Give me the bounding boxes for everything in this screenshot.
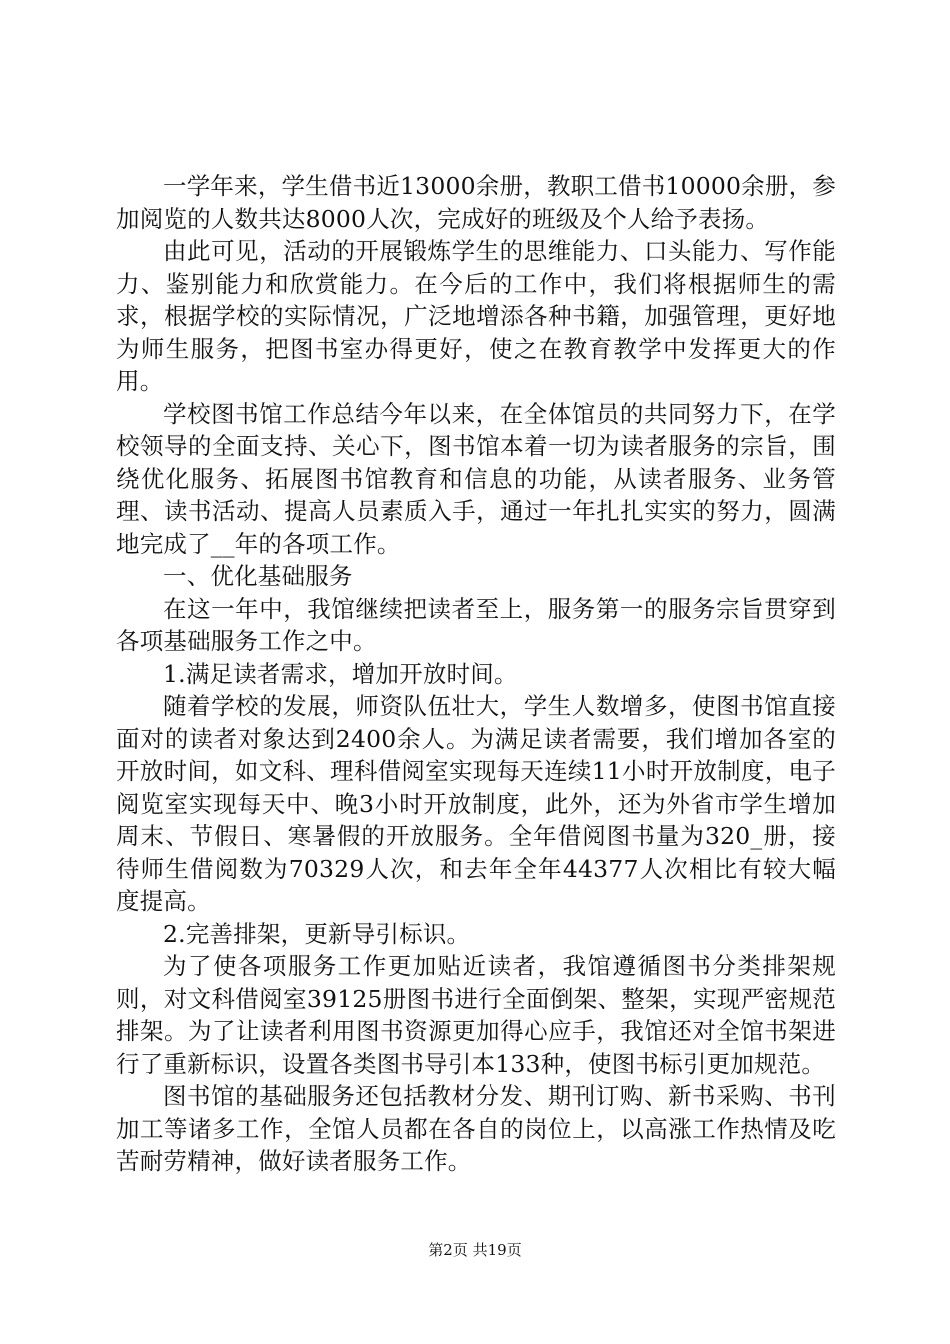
paragraph-service-principle: 在这一年中，我馆继续把读者至上，服务第一的服务宗旨贯穿到各项基础服务工作之中。 xyxy=(116,594,836,655)
paragraph-summary-intro: 学校图书馆工作总结今年以来，在全体馆员的共同努力下，在学校领导的全面支持、关心下，图书馆本着一切为读者服务的宗旨，围绕优化服务、拓展图书馆教育和信息的功能，从读者服务、业务管理、读书活动、提高人员素质入手，通过一年扎扎实实的努力，圆满地完成了__年的各项工作。 xyxy=(116,399,836,558)
subheading-shelving: 2.完善排架，更新导引标识。 xyxy=(163,919,471,948)
paragraph-conclusion: 由此可见，活动的开展锻炼学生的思维能力、口头能力、写作能力、鉴别能力和欣赏能力。在今后的工作中，我们将根据师生的需求，根据学校的实际情况，广泛地增添各种书籍，加强管理，更好地为师生服务，把图书室办得更好，使之在教育教学中发挥更大的作用。 xyxy=(116,237,836,395)
page-number-footer: 第2页 共19页 xyxy=(428,1241,522,1259)
section-heading-basic-service: 一、优化基础服务 xyxy=(163,562,353,590)
subheading-opening-hours: 1.满足读者需求，增加开放时间。 xyxy=(163,659,518,688)
paragraph-opening-hours: 随着学校的发展，师资队伍壮大，学生人数增多，使图书馆直接面对的读者对象达到2400余人。为满足读者需要，我们增加各室的开放时间，如文科、理科借阅室实现每天连续11小时开放制度，电子阅览室实现每天中、晚3小时开放制度，此外，还为外省市学生增加周末、节假日、寒暑假的开放服务。全年借阅图书量为320_册，接待师生借阅数为70329人次，和去年全年44377人次相比有较大幅度提高。 xyxy=(116,692,836,915)
document-body xyxy=(116,170,836,1178)
paragraph-shelving: 为了使各项服务工作更加贴近读者，我馆遵循图书分类排架规则，对文科借阅室39125册图书进行全面倒架、整架，实现严密规范排架。为了让读者利用图书资源更加得心应手，我馆还对全馆书架进行了重新标识，设置各类图书导引本133种，使图书标引更加规范。 xyxy=(116,952,836,1078)
paragraph-other-services: 图书馆的基础服务还包括教材分发、期刊订购、新书采购、书刊加工等诸多工作，全馆人员都在各自的岗位上，以高涨工作热情及吃苦耐劳精神，做好读者服务工作。 xyxy=(116,1082,836,1175)
paragraph-reading-stats: 一学年来，学生借书近13000余册，教职工借书10000余册，参加阅览的人数共达8000人次，完成好的班级及个人给予表扬。 xyxy=(116,172,836,233)
